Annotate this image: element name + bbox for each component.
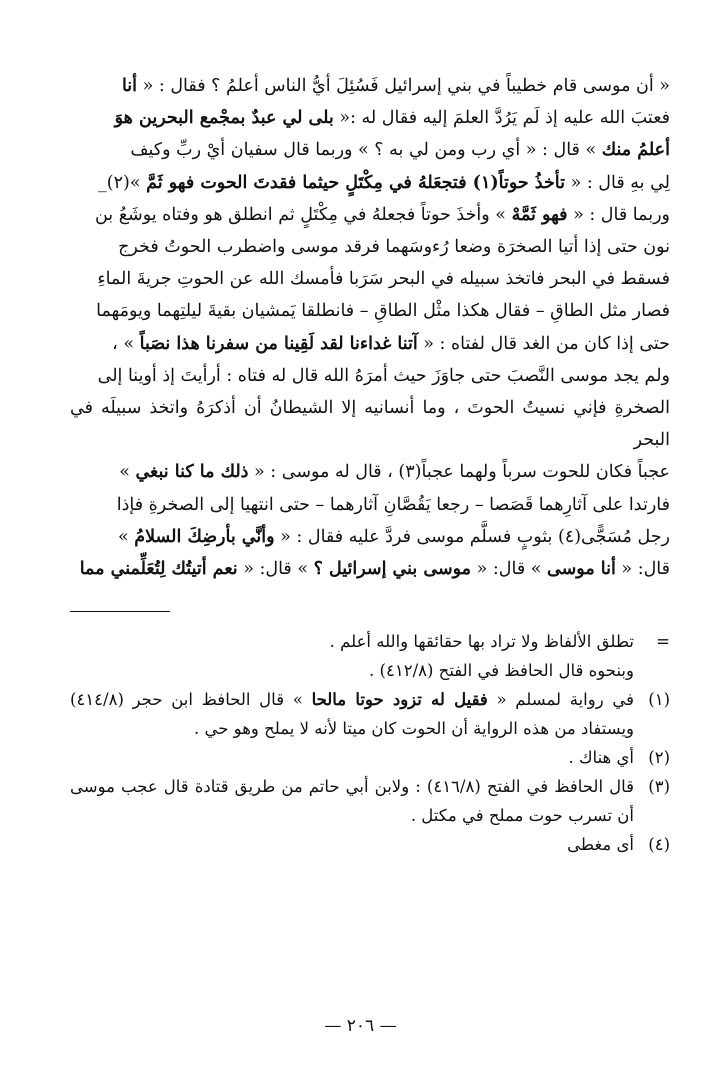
text-line: « أن موسى قام خطيباً في بني إسرائيل فَسُئِلَ أيُّ الناس أعلمُ ؟ فقال : « أنا: [121, 76, 670, 96]
continuation-marker: =: [656, 632, 670, 652]
footnote-mark: (٣): [648, 777, 670, 797]
footnote-divider: [70, 611, 670, 613]
text-line: ولم يجد موسى النَّصبَ حتى جاوَزَ حيث أمرَهُ الله قال له فتاه : أرأيتَ إذ أوينا إلى: [97, 365, 670, 386]
text-line: وربما قال : « فهو ثَمَّهْ » وأخذَ حوتاً فجعلهُ في مِكْتَلٍ ثم انطلق هو وفتاه يوشَعُ بن: [94, 204, 670, 225]
text-line: رجل مُسَجًّى(٤) بثوبٍ فسلَّم موسى فردَّ عليه فقال : « وأنَّي بأرضِكَ السلامُ »: [117, 526, 670, 547]
text-line: عجباً فكان للحوت سرباً ولهما عجباً(٣) ، قال له موسى : « ذلك ما كنا نبغي »: [119, 462, 670, 483]
footnote-mark: (٢): [648, 748, 670, 768]
text-line: فصار مثل الطاقِ – فقال هكذا مثْل الطاقِ – فانطلقا يَمشيان بقيةَ ليلتِهما ويومَهما: [96, 301, 670, 322]
footnote-continuation: [70, 627, 670, 656]
text-line: قال: « أنا موسى » قال: « موسى بني إسرائيل ؟ » قال: « نعم أتيتُك لِتُعَلِّمني مما: [79, 559, 670, 580]
page-number: — ٢٠٦ —: [324, 1016, 397, 1036]
footnotes: [70, 627, 670, 859]
footnote-text: أى مغطى: [567, 835, 634, 855]
page: [70, 70, 670, 859]
footnote-3: [70, 772, 670, 830]
continuation-source: وبنحوه قال الحافظ في الفتح (٤١٢/٨) .: [369, 661, 634, 681]
text-line: فسقط في البحر فاتخذ سبيله في البحر سَرَبا فأمسك الله عن الحوتِ جريةَ الماءِ: [97, 269, 670, 290]
text-line: حتى إذا كان من الغد قال لفتاه : « آتنا غداءنا لقد لَقِينا من سفرنا هذا نصَباً » ،: [112, 333, 670, 354]
footnote-text: قال الحافظ في الفتح (٤١٦/٨) : ولابن أبي حاتم من طريق قتادة قال عجب موسى أن تسرب حوت مملح في مكتل .: [70, 777, 635, 826]
footnote-mark: (٤): [648, 835, 670, 855]
footnote-1: [70, 685, 670, 743]
main-text: [70, 70, 670, 585]
text-line: نون حتى إذا أتيا الصخرَة وضعا رُءوسَهما فرقد موسى واضطرب الحوتُ فخرج: [118, 237, 670, 258]
text-line: فارتدا على آثارِهما قَصَصا – رجعا يَقُصَّانِ آثارهما – حتى انتهيا إلى الصخرةِ فإذا: [116, 494, 670, 515]
footnote-2: [70, 743, 670, 772]
text-line: فعتبَ الله عليه إذ لَم يَرُدَّ العلمَ إليه فقال له :« بلى لي عبدٌ بمجْمع البحرين هوَ: [114, 108, 670, 129]
text-line: الصخرةِ فإني نسيتُ الحوتَ ، وما أنسانيه إلا الشيطانُ أن أذكرَهُ واتخذ سبيلَه في البحر: [70, 398, 670, 451]
footnote-text: أي هناك .: [568, 748, 634, 768]
footnote-4: [70, 830, 670, 859]
text-line: أعلمُ منك » قال : « أي رب ومن لي به ؟ » وربما قال سفيان أيْ ربِّ وكيف: [130, 140, 670, 161]
footnote-mark: (١): [648, 690, 670, 710]
text-line: لِي بهِ قال : « تأخذُ حوتاً(١) فتجعَلهُ في مِكْتَلٍ حيثما فقدتَ الحوت فهو ثَمَّ »(٢)_: [98, 172, 670, 193]
continuation-text: تطلق الألفاظ ولا تراد بها حقائقها والله أعلم .: [329, 632, 634, 652]
footnote-text: في رواية لمسلم « فقيل له تزود حوتا مالحا » قال الحافظ ابن حجر (٤١٤/٨) ويستفاد من هذه الرواية أن الحوت كان ميتا لأنه لا يملح وهو حي .: [70, 690, 635, 739]
